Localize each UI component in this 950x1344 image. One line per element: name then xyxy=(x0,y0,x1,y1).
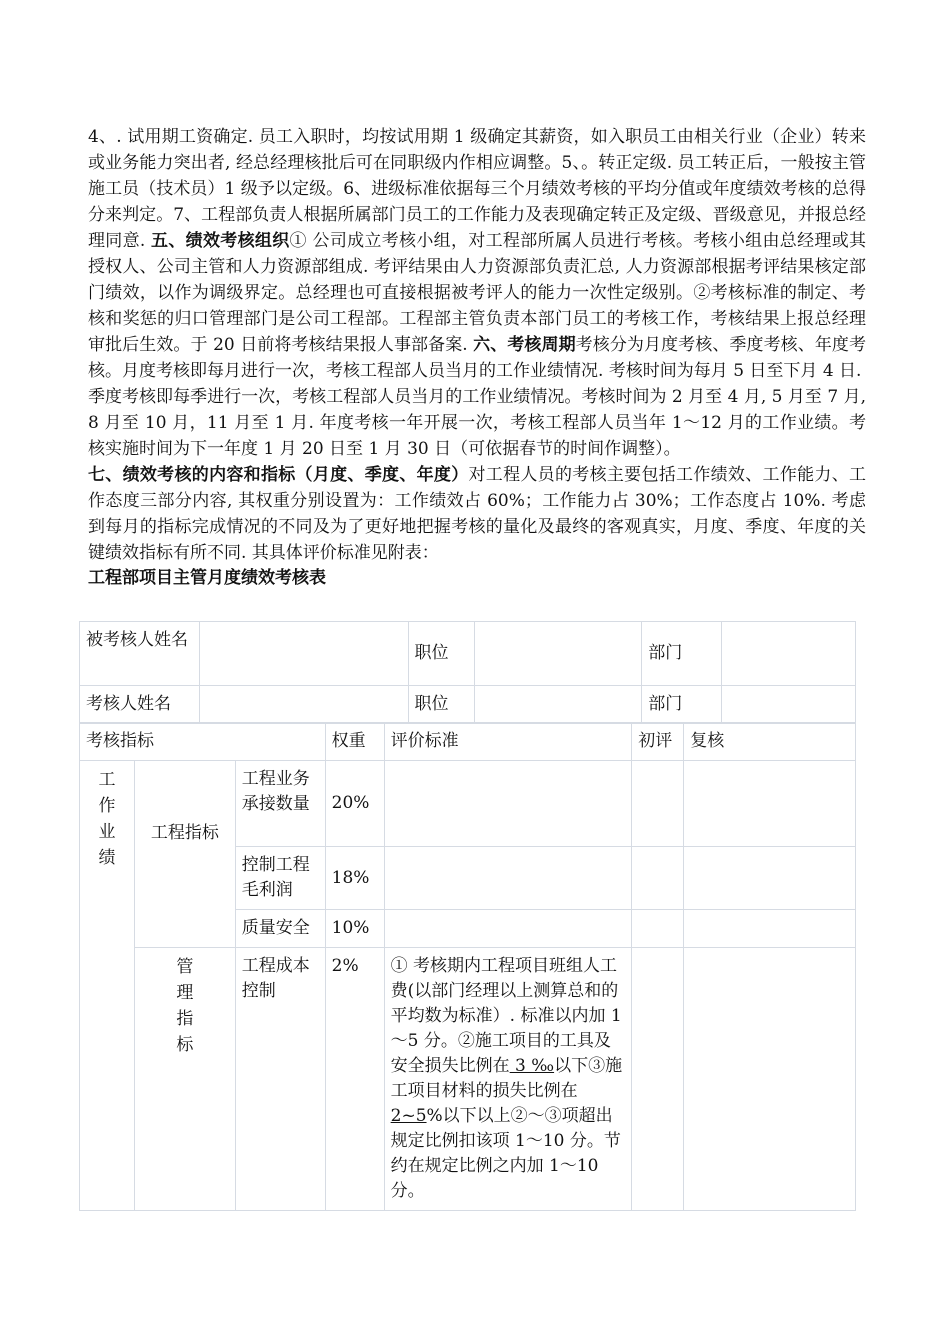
indicator-name: 控制工程毛利润 xyxy=(235,847,325,910)
header-weight: 权重 xyxy=(325,723,384,761)
table-row xyxy=(80,686,856,724)
position-label: 职位 xyxy=(408,686,475,724)
indicator-name: 质量安全 xyxy=(235,910,325,948)
table-title: 工程部项目主管月度绩效考核表 xyxy=(88,568,326,588)
group-management-indicators: 管理指标 xyxy=(134,948,235,1211)
review-score-cell[interactable] xyxy=(684,948,856,1211)
department-field[interactable] xyxy=(722,622,856,686)
table-row xyxy=(80,948,856,1211)
initial-score-cell[interactable] xyxy=(632,847,684,910)
indicator-weight: 2% xyxy=(325,948,384,1211)
indicator-weight: 20% xyxy=(325,761,384,847)
table-row xyxy=(80,622,856,686)
group-project-indicators: 工程指标 xyxy=(134,761,235,948)
blank-material-loss-ratio: 2~5 xyxy=(390,1106,427,1126)
heading-assessment-cycle: 六、考核周期 xyxy=(473,335,576,355)
table-row xyxy=(80,723,856,761)
header-indicator: 考核指标 xyxy=(80,723,326,761)
category-work-performance: 工作业绩 xyxy=(80,761,135,1211)
criteria-cell xyxy=(384,761,632,847)
score-table xyxy=(79,722,856,1211)
text-trial-salary: 4、. 试用期工资确定. 员工入职时，均按试用期 1 级确定其薪资，如入职员工由相关行业（企业）转来或业务能力突出者, 经总经理核批后可在同职级内作相应调整。5、。转正定级. 员工转正后，一般按主管施工员（技术员）1 级予以定级。6、进级标准依据每三个月绩效考核的平均分值或年度绩效考核的总得分来判定。7、工程部负责人根据所属部门员工的工作能力及表现确定转正及定级、晋级意见，并报总经理同意. xyxy=(88,127,866,251)
paragraph-2: 季度考核即每季进行一次，考核工程部人员当月的工作业绩情况。考核时间为 2 月至 4 月, 5 月至 7 月, 8 月至 10 月，11 月至 1 月. 年度考核一年开展一次，考核工程部人员当年 1～12 月的工作业绩。考核实施时间为下一年度 1 月 20 日至 1 月 30 日（可依据春节的时间作调整）。 xyxy=(88,387,866,459)
text-assessment-content: 对工程人员的考核主要包括工作绩效、工作能力、工作态度三部分内容, 其权重分别设置为：工作绩效占 60%；工作能力占 30%；工作态度占 10%. 考虑到每月的指标完成情况的不同及为了更好地把握考核的量化及最终的客观真实，月度、季度、年度的关键绩效指标有所不同. 其具体评价标准见附表： xyxy=(88,465,866,563)
header-review: 复核 xyxy=(684,723,856,761)
paragraph-1 xyxy=(88,124,866,384)
cost-control-criteria: ① 考核期内工程项目班组人工费(以部门经理以上测算总和的平均数为标准）. 标准以内加 1～5 分。②施工项目的工具及安全损失比例在 3 ‰以下③施工项目材料的损失比例在2~5%以下以上②～③项超出规定比例扣该项 1～10 分。节约在规定比例之内加 1～10 分。 xyxy=(384,948,632,1211)
position-field[interactable] xyxy=(475,622,642,686)
position-label: 职位 xyxy=(408,622,475,686)
indicator-name: 工程成本控制 xyxy=(235,948,325,1211)
review-score-cell[interactable] xyxy=(684,761,856,847)
department-label: 部门 xyxy=(642,622,722,686)
review-score-cell[interactable] xyxy=(684,847,856,910)
criteria-cell xyxy=(384,847,632,910)
blank-tool-loss-ratio: 3 ‰ xyxy=(509,1056,555,1076)
assessee-name-label: 被考核人姓名 xyxy=(80,622,200,686)
assessor-name-field[interactable] xyxy=(199,686,408,724)
document-body xyxy=(88,124,866,590)
criteria-cell xyxy=(384,910,632,948)
assessor-name-label: 考核人姓名 xyxy=(80,686,200,724)
initial-score-cell[interactable] xyxy=(632,761,684,847)
review-score-cell[interactable] xyxy=(684,910,856,948)
position-field[interactable] xyxy=(475,686,642,724)
indicator-weight: 18% xyxy=(325,847,384,910)
initial-score-cell[interactable] xyxy=(632,948,684,1211)
text-assessment-cycle: 考核分为月度考核、季度考核、年度考核。月度考核即每月进行一次，考核工程部人员当月的工作业绩情况. 考核时间为每月 5 日至下月 4 日. xyxy=(88,335,867,381)
text-assessment-organization: ① 公司成立考核小组，对工程部所属人员进行考核。考核小组由总经理或其授权人、公司主管和人力资源部组成. 考评结果由人力资源部负责汇总, 人力资源部根据考评结果核定部门绩效，以作为调级界定。总经理也可直接根据被考评人的能力一次性定级别。②考核标准的制定、考核和奖惩的归口管理部门是公司工程部。工程部主管负责本部门员工的考核工作，考核结果上报总经理审批后生效。于 20 日前将考核结果报人事部备案. xyxy=(88,231,867,355)
heading-assessment-content: 七、绩效考核的内容和指标（月度、季度、年度） xyxy=(88,465,469,485)
indicator-name: 工程业务承接数量 xyxy=(235,761,325,847)
paragraph-3 xyxy=(88,462,866,566)
department-field[interactable] xyxy=(722,686,856,724)
header-info-table xyxy=(79,621,856,724)
heading-assessment-organization: 五、绩效考核组织 xyxy=(151,231,290,251)
department-label: 部门 xyxy=(642,686,722,724)
header-criteria: 评价标准 xyxy=(384,723,632,761)
header-initial: 初评 xyxy=(632,723,684,761)
indicator-weight: 10% xyxy=(325,910,384,948)
initial-score-cell[interactable] xyxy=(632,910,684,948)
table-row xyxy=(80,761,856,847)
assessee-name-field[interactable] xyxy=(199,622,408,686)
